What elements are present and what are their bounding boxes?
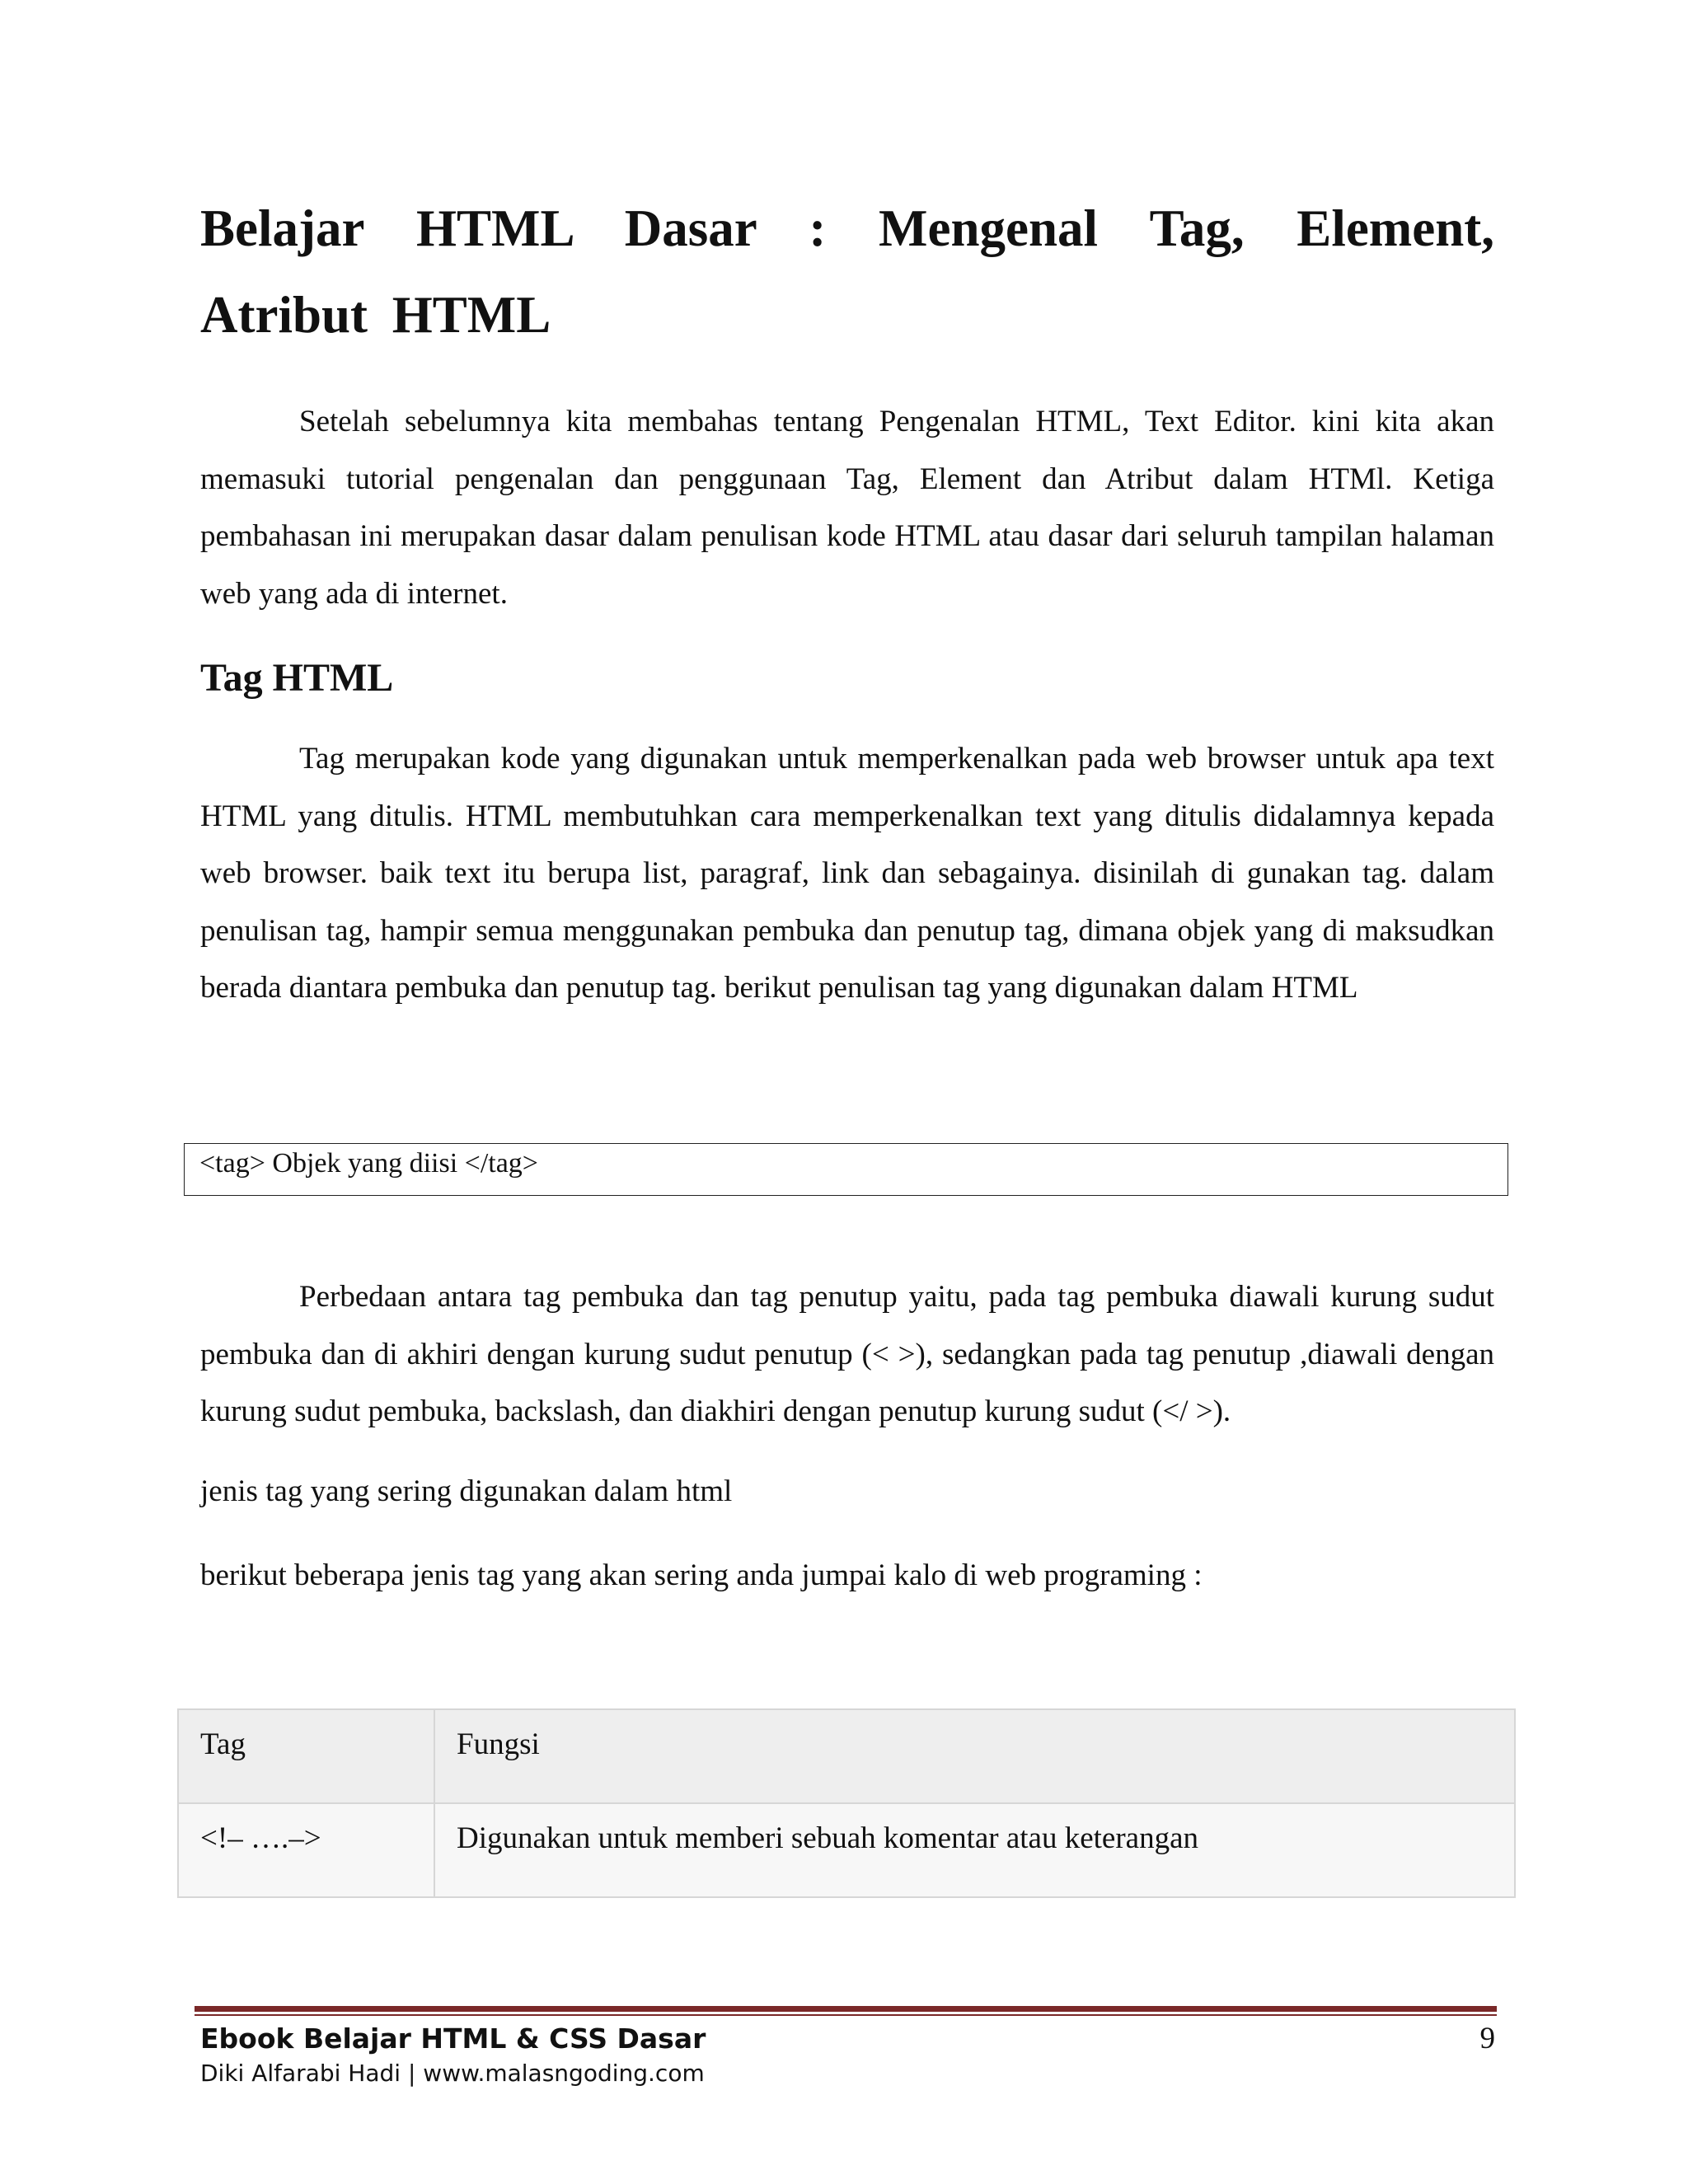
section-heading-tag-html: Tag HTML xyxy=(200,656,394,700)
tag-types-line: jenis tag yang sering digunakan dalam html xyxy=(200,1474,733,1508)
code-example-text: <tag> Objek yang diisi </tag> xyxy=(199,1148,538,1179)
footer-book-title: Ebook Belajar HTML & CSS Dasar xyxy=(200,2022,706,2055)
intro-paragraph: Setelah sebelumnya kita membahas tentang Pengenalan HTML, Text Editor. kini kita akan memasuki tutorial pengenalan dan penggunaan Tag, Element dan Atribut dalam HTMl. Ketiga pembahasan ini merupakan dasar dalam penulisan kode HTML atau dasar dari seluruh tampilan halaman web yang ada di internet. xyxy=(200,405,1494,611)
tag-function-table xyxy=(177,1708,1516,1898)
table-cell-tag: <!– ….–> xyxy=(178,1803,434,1897)
tag-description-paragraph: Tag merupakan kode yang digunakan untuk memperkenalkan pada web browser untuk apa text HTML yang ditulis. HTML membutuhkan cara memperkenalkan text yang ditulis didalamnya kepada web browser. baik text itu berupa list, paragraf, link dan sebagainya. disinilah di gunakan tag. dalam penulisan tag, hampir semua menggunakan pembuka dan penutup tag, dimana objek yang di maksudkan berada diantara pembuka dan penutup tag. berikut penulisan tag yang digunakan dalam HTML xyxy=(200,742,1494,1005)
main-content xyxy=(200,185,1494,1017)
table-row xyxy=(178,1803,1515,1897)
page-title: Belajar HTML Dasar : Mengenal Tag, Element, Atribut HTML xyxy=(200,199,1494,344)
table-header-tag: Tag xyxy=(178,1709,434,1803)
footer-rule-thick xyxy=(195,2006,1497,2012)
difference-paragraph: Perbedaan antara tag pembuka dan tag penutup yaitu, pada tag pembuka diawali kurung sudut pembuka dan di akhiri dengan kurung sudut penutup (< >), sedangkan pada tag penutup ,diawali dengan kurung sudut pembuka, backslash, dan diakhiri dengan penutup kurung sudut (</ >). xyxy=(200,1280,1494,1428)
code-example-box xyxy=(184,1143,1508,1196)
table-header-function: Fungsi xyxy=(434,1709,1515,1803)
table-cell-function: Digunakan untuk memberi sebuah komentar atau keterangan xyxy=(434,1803,1515,1897)
table-header-row xyxy=(178,1709,1515,1803)
footer-author-line: Diki Alfarabi Hadi | www.malasngoding.com xyxy=(200,2060,705,2087)
tag-list-intro: berikut beberapa jenis tag yang akan sering anda jumpai kalo di web programing : xyxy=(200,1558,1203,1592)
lower-content xyxy=(200,1268,1494,1605)
page-number: 9 xyxy=(1479,2022,1495,2055)
footer-rule-thin xyxy=(195,2014,1497,2016)
